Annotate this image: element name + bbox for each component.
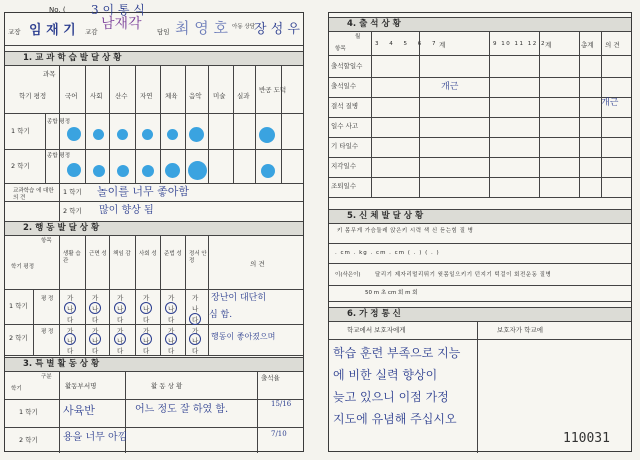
card-number: 3 이 통 식	[91, 3, 145, 17]
eval-label-1: 평 정	[41, 296, 54, 302]
grade-dot	[67, 127, 81, 141]
row-absent-sick: 결석 질병	[331, 102, 359, 110]
months-term-2: 9 10 11 12 2	[493, 41, 546, 47]
behavior-comment-2: 행동이 좋아졌으며	[211, 332, 276, 341]
scale-col: 가 나 다	[192, 294, 199, 324]
behavior-4: 준법 성	[164, 251, 182, 257]
behavior-term-2: 2 학기	[9, 334, 28, 342]
category-axis-label: 구분	[41, 374, 52, 380]
attendance-label: 출석율	[261, 374, 280, 382]
section-6-header: 6. 가 정 통 신	[329, 307, 631, 322]
row-early-leave: 조퇴일수	[331, 182, 357, 190]
subject-axis-label: 과목	[43, 70, 56, 78]
note-line-4: 지도에 유념해 주십시오	[333, 412, 457, 426]
half-2-label: 계	[545, 41, 552, 49]
grade-dot	[259, 127, 275, 143]
attendance-1: 15/16	[271, 400, 292, 408]
note-line-3: 늦고 있으니 이점 가정	[333, 390, 449, 404]
selected-mark	[64, 302, 76, 314]
section-5-header: 5. 신 체 발 달 상 황	[329, 209, 631, 224]
teacher-name: 최 영 호	[175, 19, 229, 37]
scale-col: 가 나 다	[67, 294, 74, 324]
dept-label: 활동부서명	[65, 382, 97, 390]
section-1-header: 1. 교 과 학 습 발 달 상 황	[5, 51, 303, 66]
principal-label: 교장	[8, 28, 21, 36]
attendance-2: 7/10	[271, 430, 287, 438]
grade-axis-label: 학기 평정	[19, 92, 47, 100]
behavior-3: 사회 성	[139, 251, 157, 257]
study-label: 교과학습 에 대한 의 견	[13, 188, 54, 201]
study-comment-1: 놀이를 너무 좋아함	[97, 185, 190, 198]
term-2-eval: 종합 평정	[47, 153, 71, 159]
selected-mark	[140, 333, 152, 345]
scale-col: 가 나 다	[143, 327, 150, 355]
row-absent-other: 일수 사고	[331, 122, 359, 130]
activity-dept-1: 사육반	[63, 404, 95, 417]
activity-label: 활 동 상 황	[151, 382, 183, 390]
behavior-term-1: 1 학기	[9, 302, 28, 310]
subject-8: 반공 도덕	[259, 86, 287, 94]
subject-5: 음악	[189, 92, 202, 100]
grade-dot	[93, 165, 105, 177]
behavior-1: 근면 성	[89, 251, 107, 257]
selected-mark	[89, 333, 101, 345]
grade-axis-label-2: 학기 평정	[11, 264, 35, 270]
grade-dot	[117, 165, 129, 177]
selected-mark	[140, 302, 152, 314]
counselor-name: 장 성 우	[254, 22, 300, 37]
note-line-2: 에 비한 실력 향상이	[333, 368, 438, 382]
study-term-1: 1 학기	[63, 188, 82, 196]
distance-label: 50 m 초 cm 회 m 회	[365, 290, 418, 296]
row-other: 기 타일수	[331, 142, 359, 150]
grade-dot	[261, 164, 275, 178]
teacher-label: 담임	[157, 28, 170, 36]
activity-term-1: 1 학기	[19, 408, 38, 416]
study-term-2: 2 학기	[63, 207, 82, 215]
grade-axis-label-3: 학기	[11, 386, 22, 392]
document-id: 110031	[563, 431, 610, 446]
months-term-1: 3 4 5 6 7	[375, 41, 440, 47]
scale-col: 가 나 다	[168, 327, 175, 355]
counselor-label: 아동 상담	[232, 24, 256, 30]
opinion-label: 의 견	[250, 260, 265, 268]
subject-6: 미술	[213, 92, 226, 100]
body-headers: 키 몸무게 가슴둘레 앉은키 시력 색 신 듣는힘 질 병	[337, 228, 474, 234]
scale-col: 가 나 다	[92, 327, 99, 355]
item-axis-label-4: 항목	[335, 46, 346, 52]
scale-col: 가 나 다	[143, 294, 150, 324]
grade-dot	[142, 129, 153, 140]
section-2-header: 2. 행 동 발 달 상 황	[5, 221, 303, 236]
behavior-5: 정서 안정	[189, 251, 207, 264]
behavior-comment-1b: 심 함.	[209, 310, 233, 320]
selected-mark	[114, 302, 126, 314]
scale-col: 가 나 다	[67, 327, 74, 355]
vice-name: 남재각	[101, 16, 142, 32]
selected-mark	[165, 302, 177, 314]
grade-dot	[93, 129, 104, 140]
activity-note-1: 어느 정도 잘 하였 함.	[135, 404, 229, 415]
item-axis-label: 항목	[41, 238, 52, 244]
vice-label: 교감	[85, 28, 98, 36]
scale-col: 가 나 다	[168, 294, 175, 324]
grade-dot	[165, 163, 180, 178]
section-4-header: 4. 출 석 상 황	[329, 17, 631, 32]
selected-mark	[64, 333, 76, 345]
full-year-label: 의 견	[605, 41, 620, 49]
eval-label-2: 평 정	[41, 329, 54, 335]
card-number-label: No. (	[49, 6, 66, 14]
grade-dot	[142, 165, 154, 177]
half-1-label: 계	[439, 41, 446, 49]
selected-mark	[189, 333, 201, 345]
attend-half-1: 개근	[441, 82, 459, 92]
scale-col: 가 나 다	[92, 294, 99, 324]
selected-mark	[114, 333, 126, 345]
grade-dot	[117, 129, 128, 140]
month-axis-label: 월	[355, 34, 361, 40]
subject-3: 자연	[140, 92, 153, 100]
attend-total: 개근	[601, 98, 619, 108]
section-3-header: 3. 특 별 활 동 상 황	[5, 357, 303, 372]
behavior-2: 책임 감	[113, 251, 131, 257]
row-attend-days: 출석일수	[331, 82, 357, 90]
subject-1: 사회	[90, 92, 103, 100]
scale-col: 가 나 다	[117, 294, 124, 324]
subject-2: 산수	[115, 92, 128, 100]
term-1-eval: 종합 평정	[47, 119, 71, 125]
left-page	[4, 3, 304, 452]
selected-mark	[165, 333, 177, 345]
activity-term-2: 2 학기	[19, 436, 38, 444]
row-school-days: 출석할일수	[331, 62, 363, 70]
subject-4: 체육	[165, 92, 178, 100]
grade-dot	[189, 127, 204, 142]
tooth-items: 달리기 제자리멀리뛰기 윗몸일으키기 던지기 턱걸이 회전운동 질병	[375, 272, 552, 278]
subject-7: 실과	[237, 92, 250, 100]
selected-mark	[89, 302, 101, 314]
study-comment-2: 많이 향상 됨	[99, 205, 154, 216]
scale-col: 가 나 다	[117, 327, 124, 355]
term-2-label: 2 학기	[11, 162, 30, 170]
activity-note-2: 용을 너무 아낌	[63, 432, 128, 443]
parent-to-school-label: 보호자가 학교에	[497, 326, 544, 334]
grade-dot	[67, 163, 81, 177]
body-units: . cm . kg . cm . cm ( . ) ( . )	[335, 250, 440, 256]
total-label: 총계	[581, 41, 594, 49]
tooth-label: 이(삭은이)	[335, 272, 361, 278]
grade-dot	[167, 129, 178, 140]
row-late: 지각일수	[331, 162, 357, 170]
subject-0: 국어	[65, 92, 78, 100]
behavior-comment-1a: 장난이 대단히	[211, 293, 267, 303]
note-line-1: 학습 훈련 부족으로 지능	[333, 346, 461, 360]
principal-name: 임 재 기	[29, 23, 76, 38]
selected-mark	[189, 313, 201, 325]
term-1-label: 1 학기	[11, 127, 30, 135]
right-page	[328, 12, 632, 452]
grade-dot	[188, 161, 207, 180]
behavior-0: 생활 습관	[63, 251, 81, 264]
school-to-parent-label: 학교에서 보호자에게	[347, 326, 406, 334]
scale-col: 가 나 다	[192, 327, 199, 355]
